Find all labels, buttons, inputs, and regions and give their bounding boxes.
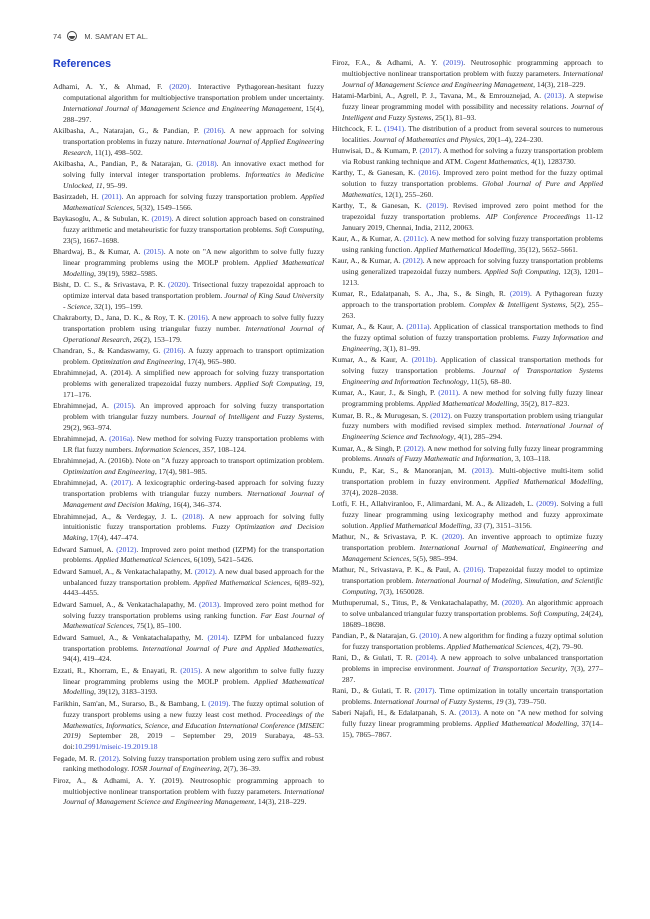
reference-entry <box>332 598 603 631</box>
reference-details: , 11(1), 498–502. <box>90 147 143 157</box>
reference-year-link[interactable]: (2018) <box>196 158 217 168</box>
reference-title: . A note on "A new method for solving fully fuzzy linear programming problems. <box>342 708 603 728</box>
reference-title: . A new algorithm for finding a fuzzy optimal solution for fuzzy transportation problems. <box>342 630 603 651</box>
reference-source: Journal of Intelligent and Fuzzy Systems <box>192 412 323 422</box>
reference-details: , 6(89–92), 4443–4455. <box>63 577 324 598</box>
reference-entry <box>332 532 603 565</box>
reference-year-link[interactable]: (2019) <box>151 214 172 224</box>
reference-title: . An inventive approach to optimize fuzzy transportation problem. <box>342 531 603 552</box>
reference-title: . Interactive Pythagorean-hesitant fuzzy computational algorithm for multiobjective transportation problem under uncertainty. <box>63 82 325 102</box>
reference-details: , 14(3), 218–229. <box>533 79 586 89</box>
reference-year-link[interactable]: (2012) <box>430 410 451 420</box>
reference-source: Soft Computing <box>529 608 578 618</box>
reference-authors: Adhami, A. Y., & Ahmad, F. <box>53 82 163 91</box>
reference-details: , 2(7), 36–39. <box>219 764 261 774</box>
reference-source: International Journal of Engineering Science and Technology <box>342 421 603 442</box>
reference-source: Optimization and Engineering <box>91 357 184 367</box>
reference-entry <box>53 633 324 666</box>
reference-year-link[interactable]: (2013) <box>198 599 220 609</box>
reference-authors: Farikhin, Sam'an, M., Surarso, B., & Bambang, I. <box>53 698 206 708</box>
reference-title: . Trisectional fuzzy trapezoidal approach to optimize interval data based transportation problem. <box>63 280 324 300</box>
reference-entry <box>53 247 324 280</box>
reference-details: 11-12 January 2019, Chennai, India, 2112, 20063. <box>342 212 603 233</box>
reference-title: . A new method for solving fully fuzzy linear programming problems. <box>342 388 603 409</box>
reference-details: , 25(1), 81–93. <box>431 112 477 122</box>
running-title: M. SAM'AN ET AL. <box>84 31 149 41</box>
reference-title: . A new approach to solve unbalanced transportation problems in imprecise environment. <box>342 652 603 673</box>
reference-authors: Karthy, T., & Ganesan, K. <box>332 201 422 211</box>
reference-details: , 7(3), 277–287. <box>342 663 604 684</box>
reference-details: , 4(1), 1283730. <box>527 157 576 167</box>
reference-year-link[interactable]: (2020) <box>501 597 523 607</box>
reference-details: , 35(2), 817–823. <box>517 399 570 409</box>
reference-authors: Kumar, B. R., & Murugesan, S. <box>332 410 429 420</box>
reference-year-link[interactable]: (2016) <box>203 125 224 135</box>
reference-title: . A Pythagorean fuzzy approach to the transportation problem. <box>342 289 603 310</box>
reference-entry <box>53 567 324 600</box>
reference-authors: Ezzati, R., Khorram, E., & Enayati, R. <box>53 665 178 675</box>
reference-source: Global Journal of Pure and Applied Mathematics <box>342 179 604 200</box>
reference-details: , 26(2), 153–179. <box>129 334 182 344</box>
reference-authors: Bisht, D. C. S., & Srivastava, P. K. <box>53 280 166 290</box>
reference-title: . Improved zero point method for the fuzzy optimal solution to fuzzy transportation problems. <box>342 168 604 189</box>
reference-source: International Journal of Fuzzy Systems, 19 <box>373 696 504 706</box>
reference-authors: Hitchcock, F. L. <box>332 124 382 134</box>
reference-authors: Edward Samuel, A., & Venkatachalapathy, M. <box>53 599 197 609</box>
reference-details: , 3(1), 81–99. <box>379 344 421 354</box>
reference-title: . A new method for solving fully fuzzy linear programming problems. <box>342 443 603 464</box>
reference-authors: Ebrahimnejad, A. <box>53 368 108 378</box>
reference-year-link[interactable]: (2016) <box>163 346 184 356</box>
reference-entry <box>332 234 603 256</box>
reference-title: . A new approach for solving fully intuitionistic fuzzy transportation problems. <box>63 511 324 532</box>
reference-source: International Journal of Management Science and Engineering Management <box>63 786 324 807</box>
reference-authors: Firoz, F.A., & Adhami, A. Y. <box>332 58 438 67</box>
reference-authors: Chandran, S., & Kandaswamy, G. <box>53 346 161 356</box>
reference-source: Applied Mathematical Modelling <box>475 718 577 728</box>
reference-year-link[interactable]: (2013) <box>458 708 480 717</box>
reference-year-link[interactable]: (2011) <box>101 191 122 201</box>
reference-year-link[interactable]: (2012) <box>402 256 423 266</box>
reference-year-link[interactable]: (2017) <box>419 146 440 156</box>
reference-title: . An innovative exact method for solving fully interval integer transportation problems. <box>63 158 325 179</box>
reference-year-link[interactable]: (2014) <box>207 632 228 642</box>
reference-year-link[interactable]: (2010) <box>419 630 440 640</box>
reference-details: , 12(1), 255–260. <box>380 190 434 200</box>
reference-details: , 12(3), 1201–1213. <box>342 267 603 288</box>
reference-title: . Revised improved zero point method for the trapezoidal fuzzy transportation problems. <box>342 201 603 222</box>
reference-title: . Trapezoidal fuzzy model to optimize transportation problem. <box>342 564 604 585</box>
reference-entry <box>332 565 603 598</box>
reference-source: Journal of Mathematics and Physics <box>373 134 484 144</box>
reference-title: . Neutrosophic programming approach to multiobjective nonlinear transportation problem with fuzzy parameters. <box>342 58 603 78</box>
reference-year-link[interactable]: (2013) <box>471 465 492 475</box>
reference-entry <box>53 456 324 478</box>
reference-title: . A fuzzy approach to transport optimization problem. <box>63 346 324 367</box>
reference-source: Soft Computing <box>274 224 323 234</box>
running-head <box>53 29 148 43</box>
reference-authors: Edward Samuel, A. <box>53 544 114 554</box>
reference-authors: Kumar, A., Kaur, J., & Singh, P. <box>332 388 436 398</box>
reference-source: International Journal of Management Science and Engineering Management <box>342 68 603 89</box>
reference-title: . Application of classical transportation methods to find the fuzzy optimal solution of fuzzy transportation problems. <box>342 322 604 343</box>
reference-year-link[interactable]: (2012) <box>116 544 137 554</box>
reference-year-link[interactable]: (2015) <box>143 247 164 257</box>
reference-details: , 17(4), 981–985. <box>154 467 208 477</box>
reference-title: . A new approach for solving fuzzy transportation problems using generalized trapezoidal fuzzy numbers. <box>342 256 603 277</box>
reference-details: , 17(4), 965–980. <box>183 357 236 367</box>
reference-year-link[interactable]: (2011c) <box>403 234 427 244</box>
reference-title: . Improved zero point method for solving fuzzy transportation problems using ranking function. <box>63 599 324 620</box>
reference-entry <box>332 444 603 466</box>
reference-year-link[interactable]: (2019) <box>426 201 447 211</box>
reference-authors: Ebrahimnejad, A. <box>53 434 107 444</box>
reference-entry <box>332 466 603 499</box>
reference-entry <box>332 708 603 741</box>
reference-year-link[interactable]: (2014) <box>415 652 436 662</box>
reference-details: , 5(2), 255–263. <box>342 300 604 321</box>
reference-authors: Bhardwaj, B., & Kumar, A. <box>53 247 141 257</box>
reference-entry <box>53 159 324 192</box>
reference-year-link[interactable]: (2016) <box>187 313 208 323</box>
reference-authors: Hunwisai, D., & Kumam, P. <box>332 146 418 156</box>
reference-entry <box>53 666 324 699</box>
reference-source: IOSR Journal of Engineering <box>131 764 220 774</box>
reference-year-link[interactable]: (2019) <box>443 58 464 67</box>
reference-details: , 39(19), 5982–5985. <box>94 268 158 278</box>
reference-title: . A lexicographic ordering-based approach for solving fuzzy transportation problems with triangular fuzzy numbers. <box>63 478 325 499</box>
reference-year-link[interactable]: (2012) <box>98 753 119 763</box>
reference-authors: Pandian, P., & Natarajan, G. <box>332 630 418 640</box>
reference-details: , 37(4), 2028–2038. <box>342 476 603 497</box>
reference-details: , 15(4), 288–297. <box>63 103 324 124</box>
reference-source: Applied Mathematical Modelling <box>416 399 518 409</box>
reference-year-link[interactable]: (2016) <box>463 564 484 574</box>
reference-source: AIP Conference Proceedings <box>485 212 581 222</box>
reference-details: , 95–99. <box>102 180 128 190</box>
reference-year-link[interactable]: (2019) <box>208 698 229 708</box>
reference-year-link[interactable]: (2016a) <box>109 434 133 444</box>
reference-doi-link[interactable]: 10.2991/miseic-19.2019.18 <box>74 742 158 752</box>
reference-authors: Ebrahimnejad, A., & Verdegay, J. L. <box>53 511 178 521</box>
reference-source: Far East Journal of Mathematical Sciences <box>63 610 324 631</box>
reference-entry <box>53 214 324 247</box>
reference-source: Applied Mathematical Modelling, 33 <box>370 520 482 530</box>
reference-source: Applied Soft Computing, 19 <box>235 379 323 389</box>
reference-source: Applied Mathematical Modelling <box>495 476 602 486</box>
reference-entry <box>53 478 324 511</box>
reference-entry <box>53 346 324 368</box>
reference-source: Annals of Fuzzy Mathematic and Information <box>373 454 512 464</box>
reference-source: Applied Mathematical Sciences <box>94 555 191 565</box>
reference-source: Applied Mathematical Modelling <box>63 257 324 278</box>
reference-source: International Journal of Modeling, Simulation, and Scientific Computing <box>342 575 604 596</box>
reference-source: International Journal of Management Science and Engineering Management <box>63 103 302 113</box>
reference-title: . A new algorithm to solve fully fuzzy linear programming problems using the MOLP problem. <box>63 665 324 686</box>
reference-details: , 6(109), 5421–5426. <box>190 555 254 565</box>
reference-authors: Rani, D., & Gulati, T. R. <box>332 685 412 695</box>
reference-source: International Journal of Pure and Applied Mathematics <box>142 643 323 653</box>
reference-title: . on Fuzzy transportation problem using triangular fuzzy numbers with modified revised simplex method. <box>342 410 603 431</box>
reference-entry <box>53 434 324 456</box>
reference-authors: Rani, D., & Gulati, T. R. <box>332 652 413 662</box>
reference-authors: Kumar, R., Edalatpanah, S. A., Jha, S., & Singh, R. <box>332 289 506 299</box>
reference-entry <box>332 289 603 322</box>
reference-title: . A new approach for solving transportation problems in fuzzy nature. <box>63 125 324 146</box>
reference-source: Proceedings of the Mathematics, Informatics, Science, and Education International Conference (MISEIC 2019) <box>63 709 324 741</box>
reference-authors: Akilbasha, A., Pandian, P., & Natarajan, G. <box>53 158 194 168</box>
reference-authors: Lotfi, F. H., Allahviranloo, F., Alimardani, M. A., & Alizadeh, L. <box>332 498 534 508</box>
reference-details: , 20(1–4), 224–230. <box>483 134 544 144</box>
reference-source: Nternational Journal of Management and Decision Making <box>63 489 324 510</box>
reference-entry <box>332 631 603 653</box>
reference-authors: Edward Samuel, A., & Venkatachalapathy, M. <box>53 632 204 642</box>
reference-authors: Mathur, N., Srivastava, P. K., & Paul, A. <box>332 564 461 574</box>
reference-source: Fuzzy Information and Engineering <box>342 333 603 354</box>
reference-entry <box>53 776 324 809</box>
reference-details: , 35(12), 5652–5661. <box>514 245 578 255</box>
reference-title: . Note on "A fuzzy approach to transport optimization problem. <box>131 456 324 466</box>
reference-title: . Neutrosophic programming approach to multiobjective nonlinear transportation problem with fuzzy parameters. <box>63 775 325 796</box>
reference-details: , 37(14–15), 7865–7867. <box>342 718 604 739</box>
reference-title: . Solving a full fuzzy linear programming using lexicography method and fuzzy approximate solution. <box>342 498 603 530</box>
reference-details: , 94(4), 419–424. <box>63 643 325 664</box>
reference-details: , 14(3), 218–229. <box>254 797 307 807</box>
reference-authors: Kundu, P., Kar, S., & Manoranjan, M. <box>332 465 467 475</box>
reference-year-link[interactable]: (2012) <box>194 566 215 576</box>
reference-authors: Fegade, M. R. <box>53 753 97 763</box>
reference-year-link[interactable]: (2009) <box>536 498 557 508</box>
reference-source: Complex & Intelligent Systems <box>468 300 566 310</box>
reference-authors: Kaur, A., & Kumar, A. <box>332 256 401 266</box>
reference-details: , 16(4), 346–374. <box>169 500 222 510</box>
reference-authors: Chakraborty, D., Jana, D. K., & Roy, T. K. <box>53 313 186 323</box>
reference-entry <box>53 401 324 434</box>
reference-year-link[interactable]: (2011) <box>438 388 459 398</box>
reference-entry <box>53 82 324 126</box>
reference-title: . A simplified new approach for solving fuzzy transportation problems with generalized trapezoidal fuzzy numbers. <box>63 368 324 389</box>
reference-entry <box>53 754 324 776</box>
reference-title: . A direct solution approach based on constrained fuzzy arithmetic and metaheuristic for fuzzy transportation problems. <box>63 214 324 234</box>
reference-authors: Kumar, A., & Kaur, A. <box>332 355 408 365</box>
reference-title: . An improved approach for solving fuzzy transportation problem with triangular fuzzy numbers. <box>63 401 324 422</box>
reference-entry <box>332 388 603 410</box>
reference-title: . A note on "A new algorithm to solve fully fuzzy linear programming problems using the MOLP problem. <box>63 247 324 267</box>
reference-authors: Kumar, A., & Singh, P. <box>332 443 402 453</box>
reference-entry <box>332 201 603 234</box>
reference-year: (2016b) <box>108 456 132 466</box>
reference-source: International Journal of Operational Research <box>63 324 324 344</box>
reference-title: . New method for solving Fuzzy transportation problems with LR flat fuzzy numbers. <box>63 434 324 455</box>
reference-source: Cogent Mathematics <box>464 157 528 167</box>
reference-authors: Firoz, A., & Adhami, A. Y. <box>53 775 156 785</box>
reference-details: September 28, 2019 – September 29, 2019 Surabaya, 48–53. doi: <box>63 731 324 752</box>
reference-title: . An algorithmic approach to solve unbalanced triangular fuzzy transportation problems. <box>342 597 603 618</box>
reference-entry <box>332 499 603 532</box>
reference-year-link[interactable]: (2017) <box>111 478 132 488</box>
reference-source: Applied Mathematical Modelling <box>414 245 515 255</box>
reference-details: , 5(5), 985–994. <box>409 553 458 563</box>
reference-source: International Journal of Applied Engineering Research <box>63 136 324 157</box>
reference-entry <box>53 192 324 214</box>
reference-entry <box>332 146 603 168</box>
reference-authors: Baykasoglu, A., & Subulan, K. <box>53 214 149 224</box>
reference-entry <box>53 600 324 633</box>
page-number: 74 <box>53 31 62 41</box>
reference-details: , 11(5), 68–80. <box>466 377 512 387</box>
reference-authors: Muthuperumal, S., Titus, P., & Venkatachalapathy, M. <box>332 597 500 607</box>
reference-year-link[interactable]: (2018) <box>182 511 203 521</box>
reference-title: . The fuzzy optimal solution of fuzzy transport problems using a new fuzzy least cost method. <box>63 698 325 719</box>
reference-title: . A new method for solving fuzzy transportation problems using ranking function. <box>342 234 603 255</box>
reference-entry <box>332 411 603 444</box>
reference-title: . Solving fuzzy transportation problem using zero suffix and robust ranking methodology. <box>63 753 324 774</box>
reference-details: , 32(1), 195–199. <box>90 301 143 311</box>
reference-entry <box>332 256 603 289</box>
reference-list-left <box>53 82 324 809</box>
reference-details: , 4(1), 285–294. <box>453 432 503 442</box>
reference-authors: Mathur, N., & Srivastava, P. K. <box>332 531 438 541</box>
reference-year-link[interactable]: (2020) <box>442 531 463 541</box>
reference-entry <box>53 545 324 567</box>
reference-year-link[interactable]: (2020) <box>168 280 189 290</box>
reference-entry <box>53 699 324 754</box>
reference-details: , 7(3), 1650028. <box>375 586 424 596</box>
reference-year-link[interactable]: (2020) <box>169 82 190 91</box>
reference-year-link[interactable]: (2011a) <box>406 322 430 332</box>
reference-title: . A stepwise fuzzy linear programming model with possibility and necessity relations. <box>342 91 603 111</box>
reference-entry <box>332 58 603 91</box>
reference-authors: Edward Samuel, A., & Venkatachalapathy, M. <box>53 566 193 576</box>
reference-title: . Multi-objective multi-item solid transportation problem in fuzzy environment. <box>342 465 603 486</box>
reference-source: Applied Soft Computing <box>484 267 559 277</box>
reference-source: Applied Mathematical Modelling <box>63 676 324 697</box>
reference-entry <box>332 168 603 201</box>
reference-year-link[interactable]: (1941) <box>383 124 405 134</box>
reference-source: Optimization and Engineering <box>63 467 155 477</box>
reference-details: , 108–124. <box>213 445 246 455</box>
reference-entry <box>332 653 603 686</box>
reference-source: Journal of King Saud University - Science <box>63 291 324 311</box>
reference-entry <box>53 313 324 346</box>
reference-year-link[interactable]: (2012) <box>403 443 424 453</box>
reference-entry <box>332 686 603 708</box>
reference-entry <box>332 322 603 355</box>
reference-title: . Application of classical transportation methods for solving fuzzy transportation problems. <box>342 355 604 376</box>
reference-title: . Improved zero point method (IZPM) for the transportation problems. <box>63 544 325 565</box>
reference-list-right <box>332 58 603 741</box>
reference-entry <box>53 512 324 545</box>
reference-details: (7), 3151–3156. <box>481 520 532 530</box>
reference-details: , 4(2), 79–90. <box>542 641 584 651</box>
reference-details: , 39(12), 3183–3193. <box>94 687 158 697</box>
reference-source: Informatics in Medicine Unlocked, 11 <box>63 169 324 190</box>
reference-details: , 23(5), 1667–1698. <box>63 224 325 245</box>
reference-title: . An approach for solving fuzzy transportation problem. <box>121 191 301 201</box>
reference-source: Applied Mathematical Sciences <box>193 577 290 587</box>
reference-authors: Karthy, T., & Ganesan, K. <box>332 168 416 178</box>
reference-year-link[interactable]: (2017) <box>414 685 435 695</box>
reference-details: , 75(1), 85–100. <box>132 621 182 631</box>
reference-authors: Ebrahimnejad, A. <box>53 401 109 411</box>
reference-source: Journal of Transportation Systems Engineering and Information Technology <box>342 366 604 387</box>
reference-details: , 29(2), 963–974. <box>63 412 324 433</box>
reference-authors: Akilbasha, A., Natarajan, G., & Pandian, P. <box>53 125 200 135</box>
reference-year-link[interactable]: (2019) <box>509 289 530 299</box>
reference-entry <box>332 124 603 146</box>
reference-year-link[interactable]: (2015) <box>180 665 201 675</box>
reference-source: International Journal of Mathematical, Engineering and Management Sciences <box>342 542 603 563</box>
reference-authors: Kaur, A., & Kumar, A. <box>332 234 402 244</box>
journal-logo-icon <box>67 31 77 41</box>
reference-title: . A new approach to solve fully fuzzy transportation problem using triangular fuzzy number. <box>63 313 324 334</box>
reference-source: Journal of Transportation Security <box>457 663 566 673</box>
reference-year-link[interactable]: (2015) <box>113 401 134 411</box>
reference-authors: Ebrahimnejad, A. <box>53 478 108 488</box>
reference-title: . Time optimization in totally uncertain transportation problems. <box>342 685 604 706</box>
reference-year-link[interactable]: (2011b) <box>411 355 436 365</box>
reference-details: , 3, 103–118. <box>511 454 551 464</box>
reference-source: Journal of Intelligent and Fuzzy Systems <box>342 101 603 122</box>
reference-title: . The distribution of a product from several sources to numerous localities. <box>342 124 604 144</box>
reference-entry <box>53 126 324 159</box>
reference-year: (2014) <box>110 368 131 378</box>
reference-details: , 24(24), 18689–18698. <box>342 608 604 629</box>
reference-authors: Hatami-Marbini, A., Agrell, P. J., Tavana, M., & Emrouznejad, A. <box>332 91 542 101</box>
reference-entry <box>53 368 324 401</box>
reference-year: (2019) <box>161 775 182 785</box>
reference-authors: Basirzadeh, H. <box>53 191 99 201</box>
reference-details: , 5(32), 1549–1566. <box>132 202 193 212</box>
reference-source: Applied Mathematical Sciences <box>447 641 543 651</box>
reference-authors: Kumar, A., & Kaur, A. <box>332 322 404 332</box>
reference-entry <box>53 280 324 313</box>
section-heading: References <box>53 58 112 70</box>
reference-source: Fuzzy Optimization and Decision Making <box>63 522 324 543</box>
reference-year-link[interactable]: (2013) <box>544 91 565 101</box>
reference-source: Information Sciences, 357 <box>134 445 214 455</box>
reference-authors: Saberi Najafi, H., & Edalatpanah, S. A. <box>332 708 457 717</box>
reference-details: (3), 739–750. <box>503 696 547 706</box>
reference-authors: Ebrahimnejad, A. <box>53 456 107 466</box>
reference-source: Applied Mathematical Sciences <box>63 191 324 212</box>
reference-details: , 17(4), 447–474. <box>86 533 139 543</box>
reference-entry <box>332 355 603 388</box>
reference-title: . A method for solving a fuzzy transportation problem via Robust ranking technique and ATM. <box>342 146 604 167</box>
reference-year-link[interactable]: (2016) <box>418 168 439 178</box>
reference-title: . IZPM for unbalanced fuzzy transportation problems. <box>63 632 324 653</box>
reference-details: , 171–176. <box>63 379 324 400</box>
reference-entry <box>332 91 603 124</box>
reference-title: . A new dual based approach for the unbalanced fuzzy transportation problem. <box>63 566 324 587</box>
